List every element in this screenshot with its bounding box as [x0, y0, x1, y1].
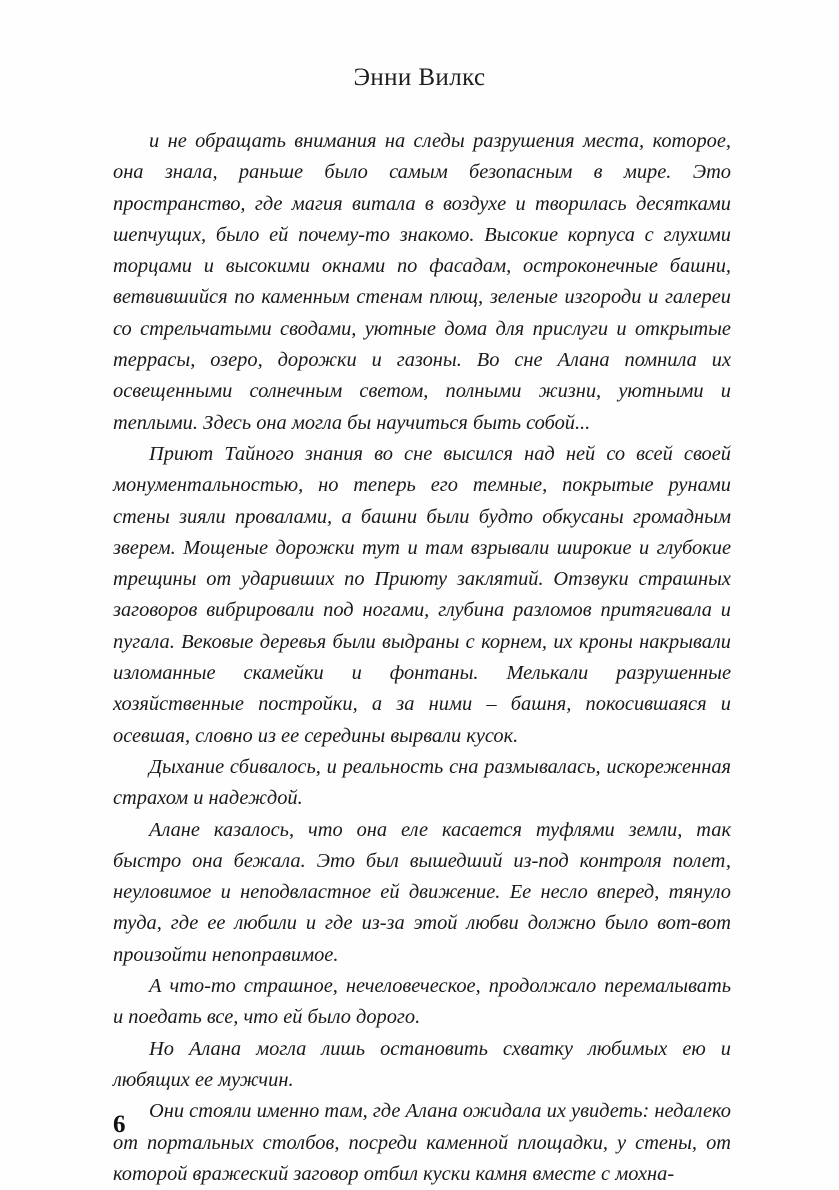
paragraph: Но Алана могла лишь остановить схватку любимых ею и любящих ее мужчин. — [113, 1037, 731, 1091]
paragraph: Они стояли именно там, где Алана ожидала их увидеть: недалеко от портальных столбов, посреди каменной площадки, у стены, от которой вражеский заговор отбил куски камня вместе с мохна- — [113, 1100, 731, 1185]
paragraph: и не обращать внимания на следы разрушения места, которое, она знала, раньше было самым безопасным в мире. Это пространство, где магия витала в воздухе и творилась десятками шепчущих, было ей почему-то знакомо. Высокие корпуса с глухими торцами и высокими окнами по фасадам, остроконечные башни, ветвившийся по каменным стенам плющ, зеленые изгороди и галереи со стрельчатыми сводами, уютные дома для прислуги и открытые террасы, озеро, дорожки и газоны. Во сне Алана помнила их освещенными солнечным светом, полными жизни, уютными и теплыми. Здесь она могла бы научиться быть собой... — [113, 130, 731, 434]
page-number: 6 — [113, 1111, 126, 1138]
paragraph: Алане казалось, что она еле касается туфлями земли, так быстро она бежала. Это был вышедший из-под контроля полет, неуловимое и неподвластное ей движение. Ее несло вперед, тянуло туда, где ее любили и где из-за этой любви должно было вот-вот произойти непоправимое. — [113, 818, 731, 966]
paragraph: Дыхание сбивалось, и реальность сна размывалась, искореженная страхом и надеждой. — [113, 755, 731, 810]
paragraph: Приют Тайного знания во сне высился над ней со всей своей монументальностью, но теперь его темные, покрытые рунами стены зияли провалами, а башни были будто обкусаны громадным зверем. Мощеные дорожки тут и там взрывали широкие и глубокие трещины от ударивших по Приюту заклятий. Отзвуки страшных заговоров вибрировали под ногами, глубина разломов притягивала и пугала. Вековые деревья были выдраны с корнем, их кроны накрывали изломанные скамейки и фонтаны. Мелькали разрушенные хозяйственные постройки, а за ними – башня, покосившаяся и осевшая, словно из ее середины вырвали кусок. — [113, 442, 731, 747]
body-text-block — [113, 126, 731, 1190]
running-head: Энни Вилкс — [353, 64, 486, 91]
paragraph: А что-то страшное, нечеловеческое, продолжало перемалывать и поедать все, что ей было дорого. — [113, 975, 731, 1029]
